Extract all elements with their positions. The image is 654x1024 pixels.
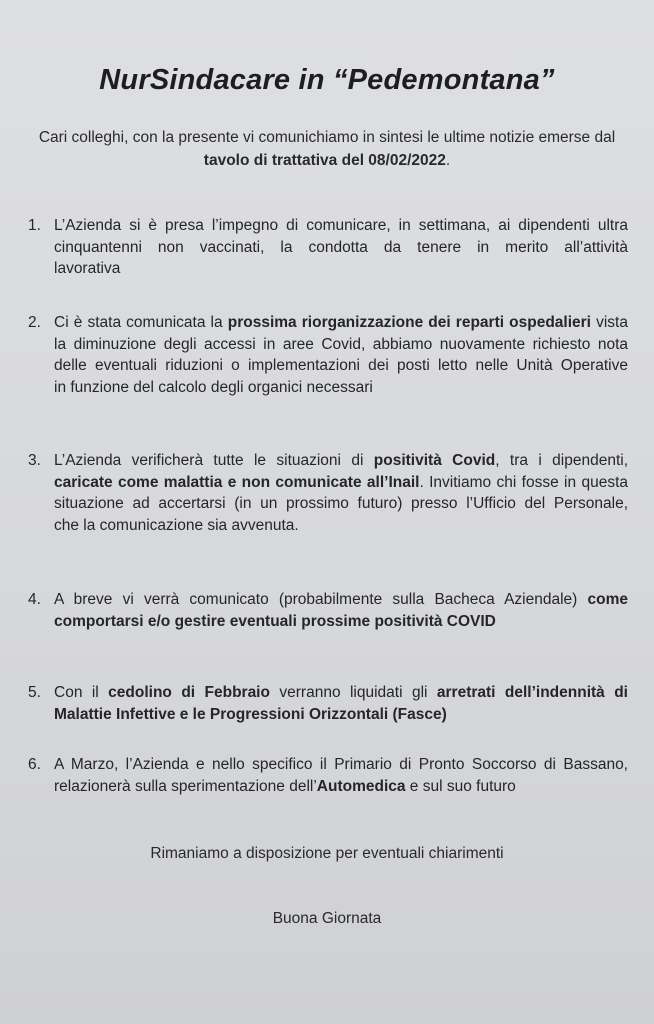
- closing-availability: Rimaniamo a disposizione per eventuali chiarimenti: [150, 845, 504, 862]
- highlight-text: prossima riorganizzazione dei reparti ospedalieri: [227, 314, 591, 331]
- highlight-text: Malattie Infettive e le Progressioni Orizzontali (Fasce): [54, 705, 447, 723]
- document-title: NurSindacare in “Pedemontana”: [99, 64, 555, 96]
- highlight-text: positività Covid: [373, 452, 496, 469]
- text-span: verranno liquidati gli: [269, 684, 437, 701]
- list-item-number: 2.: [28, 314, 41, 331]
- closing-greeting: Buona Giornata: [272, 910, 382, 927]
- list-item-4: [28, 589, 628, 632]
- list-item-line: la diminuzione degli accessi in aree Covid, abbiamo nuovamente richiesto nota: [54, 335, 628, 353]
- list-item-5: [28, 682, 628, 725]
- list-item-6: [28, 754, 628, 797]
- text-span: vista: [591, 314, 628, 331]
- intro-period: .: [445, 152, 451, 169]
- text-span: e sul suo futuro: [405, 777, 516, 795]
- list-item-line: che la comunicazione sia avvenuta.: [54, 516, 299, 534]
- text-span: A breve vi verrà comunicato (probabilmente sulla Bacheca Aziendale): [54, 591, 588, 608]
- text-span: , tra i dipendenti,: [495, 452, 629, 469]
- list-item-1: [28, 215, 628, 280]
- list-item-line: [54, 589, 628, 611]
- list-item-line: cinquantenni non vaccinati, la condotta da tenere in merito all’attività: [54, 238, 628, 256]
- list-item-line: A Marzo, l’Azienda e nello specifico il Primario di Pronto Soccorso di Bassano,: [54, 756, 628, 773]
- highlight-text: caricate come malattia e non comunicate all’Inail: [54, 473, 420, 491]
- highlight-text: Automedica: [316, 777, 406, 795]
- list-item-line: [54, 450, 628, 472]
- list-item-line: lavorativa: [54, 260, 121, 277]
- list-item-number: 1.: [28, 217, 41, 234]
- text-span: . Invitiamo chi fosse in questa: [419, 473, 628, 491]
- list-item-line: [54, 611, 628, 633]
- list-item-line: L’Azienda si è presa l’impegno di comunicare, in settimana, ai dipendenti ultra: [54, 217, 628, 234]
- list-item-line: [54, 682, 628, 704]
- list-item-2: [28, 312, 628, 398]
- list-item-number: 3.: [28, 452, 41, 469]
- intro-paragraph: [0, 126, 654, 172]
- highlight-text: comportarsi e/o gestire eventuali prossime positività COVID: [54, 612, 496, 630]
- list-item-line: [54, 472, 628, 494]
- list-item-line: in funzione del calcolo degli organici necessari: [54, 378, 373, 396]
- list-item-number: 6.: [28, 756, 41, 773]
- text-span: Con il: [54, 684, 109, 701]
- text-span: Ci è stata comunicata la: [54, 314, 228, 331]
- list-item-number: 5.: [28, 684, 41, 701]
- highlight-text: cedolino di Febbraio: [108, 684, 270, 701]
- list-item-number: 4.: [28, 591, 41, 608]
- text-span: L’Azienda verificherà tutte le situazioni di: [54, 452, 374, 469]
- list-item-line: [54, 704, 628, 726]
- list-item-line: delle eventuali riduzioni o implementazioni dei posti letto nelle Unità Operative: [54, 357, 628, 374]
- intro-line-2: [0, 149, 654, 172]
- list-item-line: [54, 776, 628, 798]
- highlight-text: arretrati dell’indennità di: [436, 684, 628, 701]
- list-item-line: situazione ad accertarsi (in un prossimo futuro) presso l’Ufficio del Personale,: [54, 495, 628, 512]
- list-item-line: [54, 312, 628, 334]
- intro-meeting-date: tavolo di trattativa del 08/02/2022: [203, 152, 446, 169]
- intro-line-1: Cari colleghi, con la presente vi comunichiamo in sintesi le ultime notizie emerse dal: [38, 129, 616, 146]
- highlight-text: come: [587, 591, 628, 608]
- text-span: relazionerà sulla sperimentazione dell’: [54, 777, 317, 795]
- list-item-3: [28, 450, 628, 536]
